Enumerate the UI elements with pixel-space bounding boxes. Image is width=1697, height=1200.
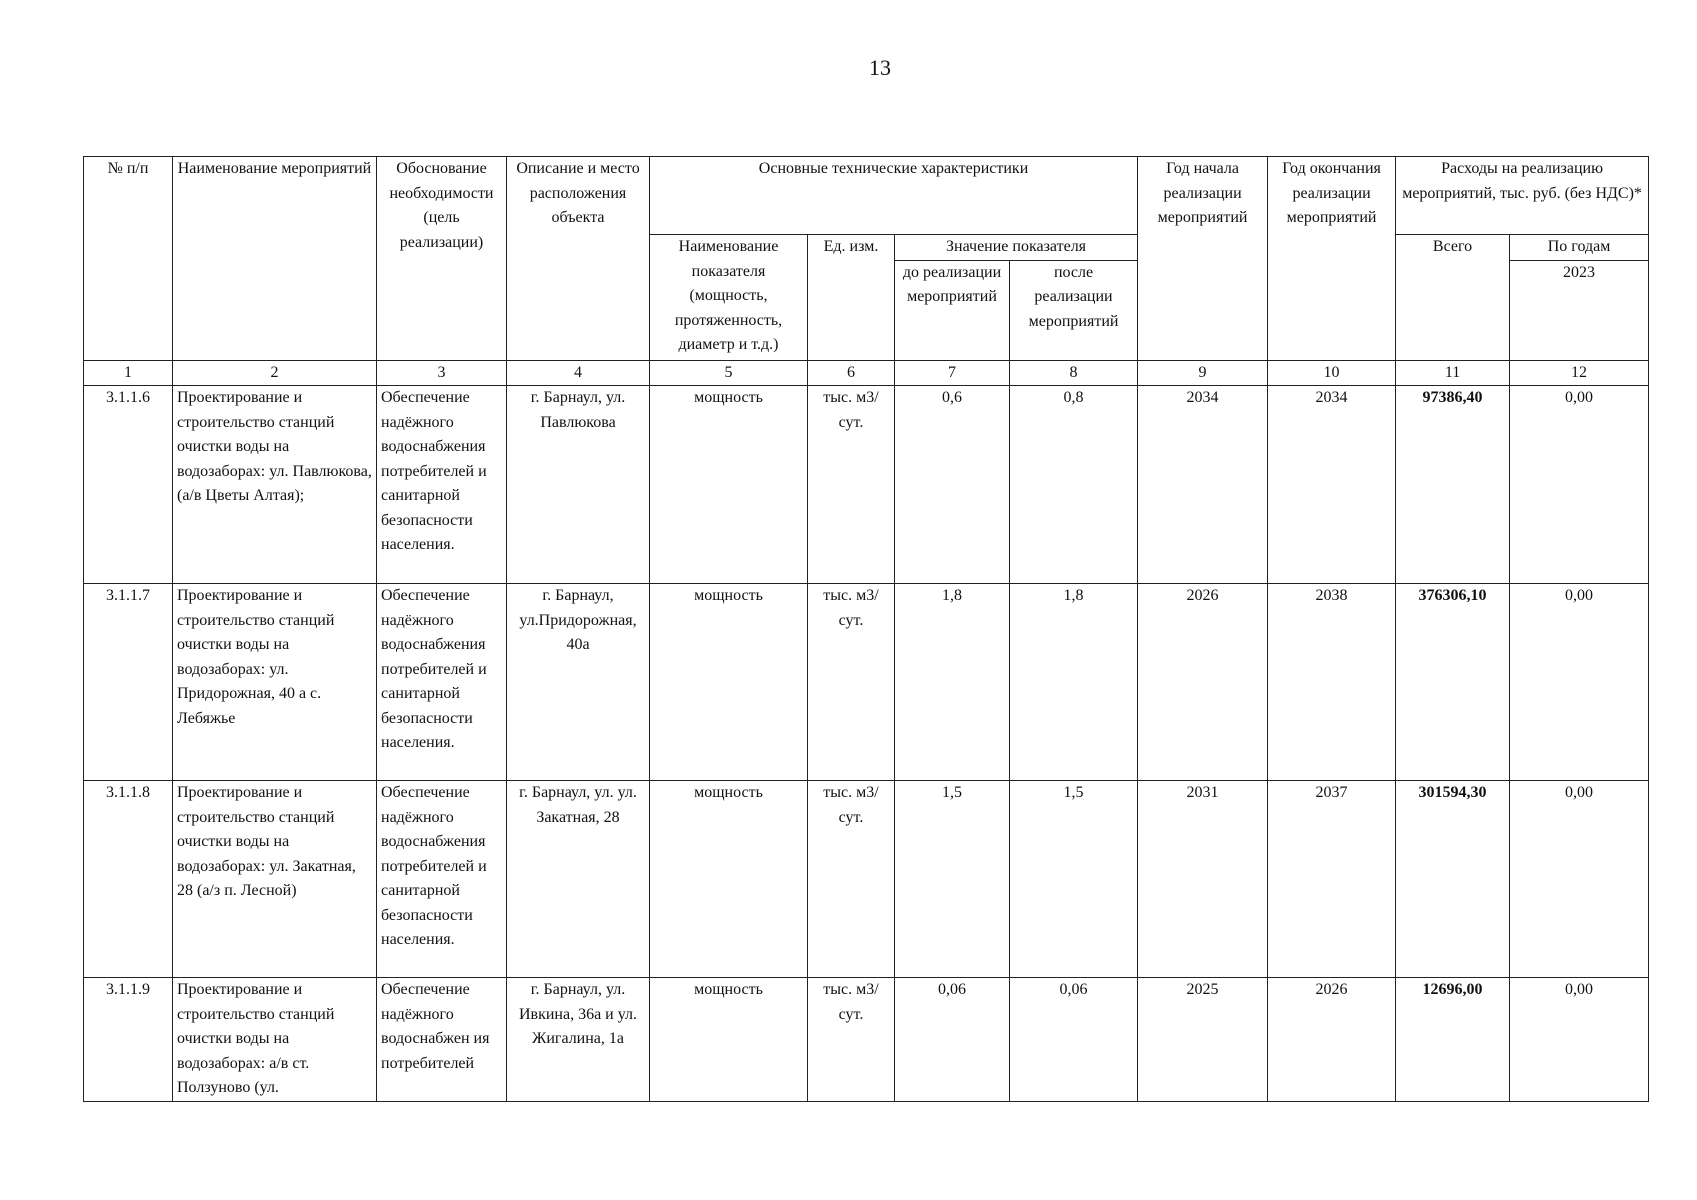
row-num: 3.1.1.6 <box>84 386 173 584</box>
row-year-end: 2026 <box>1268 978 1396 1102</box>
header-year-end: Год окончания реализации мероприятий <box>1268 157 1396 361</box>
row-name: Проектирование и строительство станций очистки воды на водозаборах: ул. Павлюкова, (а/в Цветы Алтая); <box>173 386 377 584</box>
row-justification: Обеспечение надёжного водоснабжения потребителей и санитарной безопасности населения. <box>377 386 507 584</box>
row-total: 301594,30 <box>1396 781 1510 978</box>
row-location: г. Барнаул, ул. Павлюкова <box>507 386 650 584</box>
column-number: 5 <box>650 360 808 386</box>
row-unit: тыс. м3/сут. <box>808 781 895 978</box>
row-before: 1,5 <box>895 781 1010 978</box>
header-before: до реализации мероприятий <box>895 260 1010 360</box>
row-name: Проектирование и строительство станций очистки воды на водозаборах: ул. Закатная, 28 (а/з п. Лесной) <box>173 781 377 978</box>
table-row <box>84 978 1649 1102</box>
table-row <box>84 781 1649 978</box>
row-location: г. Барнаул, ул.Придорожная, 40а <box>507 584 650 781</box>
investment-table <box>83 156 1649 1102</box>
row-year-end: 2038 <box>1268 584 1396 781</box>
column-number: 2 <box>173 360 377 386</box>
column-number: 4 <box>507 360 650 386</box>
row-indicator: мощность <box>650 781 808 978</box>
header-year-start: Год начала реализации мероприятий <box>1138 157 1268 361</box>
row-year-start: 2025 <box>1138 978 1268 1102</box>
row-indicator: мощность <box>650 978 808 1102</box>
column-number: 12 <box>1510 360 1649 386</box>
row-indicator: мощность <box>650 584 808 781</box>
row-justification: Обеспечение надёжного водоснабжения потребителей и санитарной безопасности населения. <box>377 584 507 781</box>
column-number: 7 <box>895 360 1010 386</box>
column-number: 10 <box>1268 360 1396 386</box>
table-row <box>84 584 1649 781</box>
row-2023: 0,00 <box>1510 781 1649 978</box>
header-by-years: По годам <box>1510 235 1649 261</box>
row-year-start: 2031 <box>1138 781 1268 978</box>
header-name: Наименование мероприятий <box>173 157 377 361</box>
row-before: 0,06 <box>895 978 1010 1102</box>
column-number: 1 <box>84 360 173 386</box>
row-justification: Обеспечение надёжного водоснабжения потребителей и санитарной безопасности населения. <box>377 781 507 978</box>
row-after: 1,5 <box>1010 781 1138 978</box>
row-unit: тыс. м3/сут. <box>808 584 895 781</box>
header-justification: Обоснование необходимости (цель реализации) <box>377 157 507 361</box>
row-justification: Обеспечение надёжного водоснабжен ия потребителей <box>377 978 507 1102</box>
row-num: 3.1.1.9 <box>84 978 173 1102</box>
row-num: 3.1.1.7 <box>84 584 173 781</box>
page-number: 13 <box>869 55 891 80</box>
row-num: 3.1.1.8 <box>84 781 173 978</box>
row-2023: 0,00 <box>1510 386 1649 584</box>
row-after: 0,8 <box>1010 386 1138 584</box>
row-year-end: 2037 <box>1268 781 1396 978</box>
table-row <box>84 386 1649 584</box>
column-number: 6 <box>808 360 895 386</box>
row-name: Проектирование и строительство станций очистки воды на водозаборах: ул. Придорожная, 40 а с. Лебяжье <box>173 584 377 781</box>
row-indicator: мощность <box>650 386 808 584</box>
row-2023: 0,00 <box>1510 584 1649 781</box>
row-year-start: 2026 <box>1138 584 1268 781</box>
row-after: 0,06 <box>1010 978 1138 1102</box>
row-year-end: 2034 <box>1268 386 1396 584</box>
row-location: г. Барнаул, ул. Ивкина, 36а и ул. Жигалина, 1а <box>507 978 650 1102</box>
column-number: 3 <box>377 360 507 386</box>
header-indicator-value: Значение показателя <box>895 235 1138 261</box>
header-after: после реализации мероприятий <box>1010 260 1138 360</box>
row-year-start: 2034 <box>1138 386 1268 584</box>
row-unit: тыс. м3/сут. <box>808 978 895 1102</box>
row-location: г. Барнаул, ул. ул. Закатная, 28 <box>507 781 650 978</box>
header-total: Всего <box>1396 235 1510 361</box>
header-tech: Основные технические характеристики <box>650 157 1138 235</box>
row-name: Проектирование и строительство станций очистки воды на водозаборах: а/в ст. Ползуново (ул. <box>173 978 377 1102</box>
row-after: 1,8 <box>1010 584 1138 781</box>
header-location: Описание и место расположения объекта <box>507 157 650 361</box>
row-before: 0,6 <box>895 386 1010 584</box>
header-year-2023: 2023 <box>1510 260 1649 360</box>
row-total: 12696,00 <box>1396 978 1510 1102</box>
header-num: № п/п <box>84 157 173 361</box>
column-number: 9 <box>1138 360 1268 386</box>
row-2023: 0,00 <box>1510 978 1649 1102</box>
header-costs: Расходы на реализацию мероприятий, тыс. руб. (без НДС)* <box>1396 157 1649 235</box>
header-indicator-name: Наименование показателя (мощность, протяженность, диаметр и т.д.) <box>650 235 808 361</box>
column-number: 8 <box>1010 360 1138 386</box>
row-total: 376306,10 <box>1396 584 1510 781</box>
column-number: 11 <box>1396 360 1510 386</box>
row-total: 97386,40 <box>1396 386 1510 584</box>
row-before: 1,8 <box>895 584 1010 781</box>
row-unit: тыс. м3/сут. <box>808 386 895 584</box>
header-unit: Ед. изм. <box>808 235 895 361</box>
